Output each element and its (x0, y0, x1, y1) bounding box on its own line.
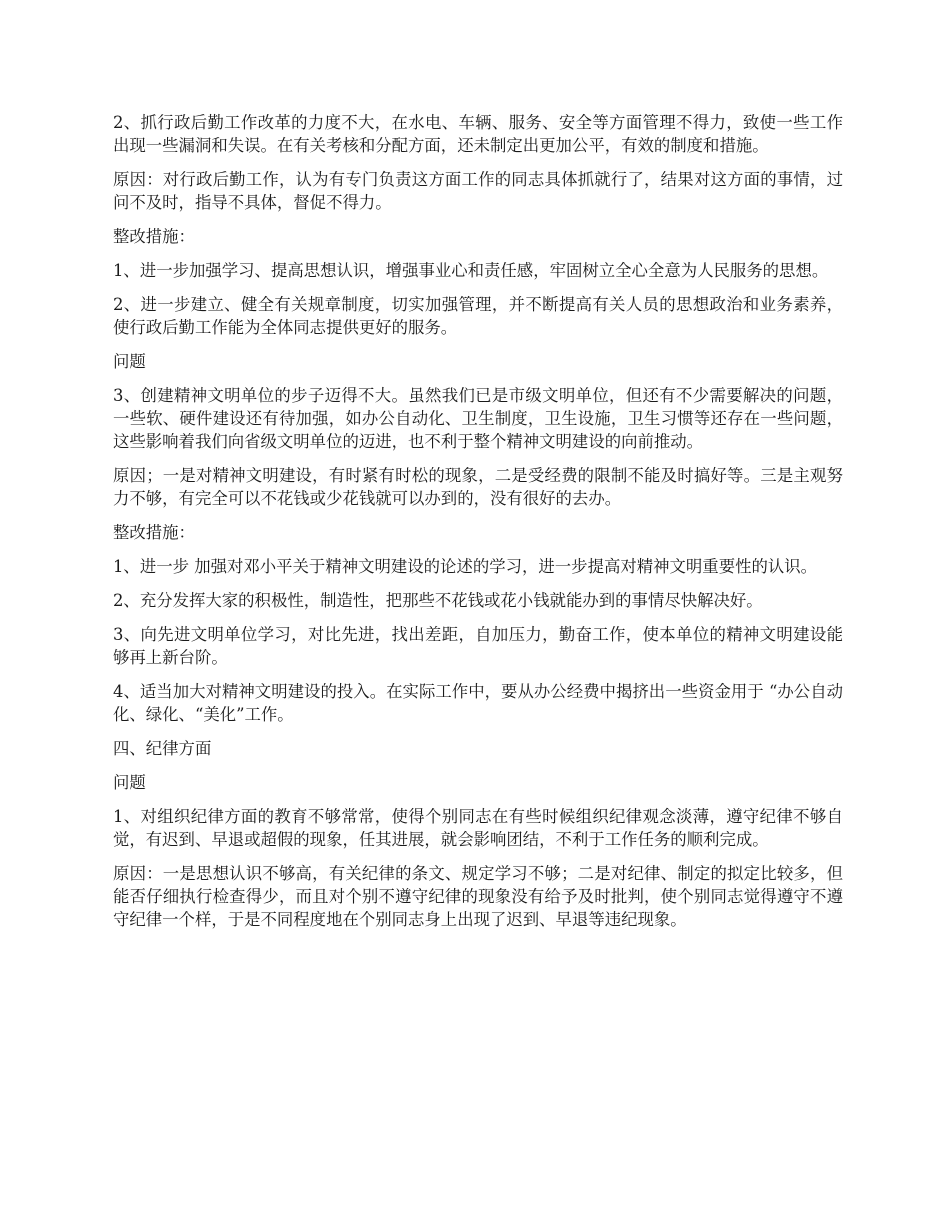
heading-measures: 整改措施： (113, 523, 195, 542)
section-heading-discipline: 四、纪律方面 (113, 739, 212, 758)
paragraph-measure-3: 3、向先进文明单位学习，对比先进，找出差距，自加压力，勤奋工作，使本单位的精神文明建设能够再上新台阶。 (113, 625, 843, 667)
heading-problem: 问题 (113, 773, 146, 792)
paragraph-problem-2: 2、抓行政后勤工作改革的力度不大，在水电、车辆、服务、安全等方面管理不得力，致使一些工作出现一些漏洞和失误。在有关考核和分配方面，还未制定出更加公平，有效的制度和措施。 (113, 113, 843, 155)
paragraph-cause-3: 原因；一是对精神文明建设，有时紧有时松的现象，二是受经费的限制不能及时搞好等。三是主观努力不够，有完全可以不花钱或少花钱就可以办到的，没有很好的去办。 (113, 466, 843, 508)
paragraph-measure-4: 4、适当加大对精神文明建设的投入。在实际工作中，要从办公经费中揭挤出一些资金用于 “办公自动化、绿化、“美化”工作。 (113, 682, 843, 724)
paragraph-problem-3: 3、创建精神文明单位的步子迈得不大。虽然我们已是市级文明单位，但还有不少需要解决的问题，一些软、硬件建设还有待加强，如办公自动化、卫生制度，卫生设施，卫生习惯等还存在一些问题，这些影响着我们向省级文明单位的迈进，也不利于整个精神文明建设的向前推动。 (113, 386, 843, 451)
heading-problem: 问题 (113, 352, 146, 371)
paragraph-measure-2: 2、进一步建立、健全有关规章制度，切实加强管理，并不断提高有关人员的思想政治和业务素养，使行政后勤工作能为全体同志提供更好的服务。 (113, 295, 843, 337)
heading-measures: 整改措施： (113, 227, 195, 246)
paragraph-discipline-cause: 原因：一是思想认识不够高，有关纪律的条文、规定学习不够；二是对纪律、制定的拟定比较多，但能否仔细执行检查得少，而且对个别不遵守纪律的现象没有给予及时批判，使个别同志觉得遵守不遵守纪律一个样，于是不同程度地在个别同志身上出现了迟到、早退等违纪现象。 (113, 864, 843, 929)
document-body (113, 111, 843, 942)
paragraph-measure-1: 1、进一步 加强对邓小平关于精神文明建设的论述的学习，进一步提高对精神文明重要性的认识。 (113, 557, 818, 576)
paragraph-cause-2: 原因：对行政后勤工作，认为有专门负责这方面工作的同志具体抓就行了，结果对这方面的事情，过问不及时，指导不具体，督促不得力。 (113, 170, 843, 212)
paragraph-measure-1: 1、进一步加强学习、提高思想认识，增强事业心和责任感，牢固树立全心全意为人民服务的思想。 (113, 261, 829, 280)
paragraph-discipline-problem-1: 1、对组织纪律方面的教育不够常常，使得个别同志在有些时候组织纪律观念淡薄，遵守纪律不够自觉，有迟到、早退或超假的现象，任其进展，就会影响团结，不利于工作任务的顺利完成。 (113, 807, 843, 849)
paragraph-measure-2: 2、充分发挥大家的积极性，制造性，把那些不花钱或花小钱就能办到的事情尽快解决好。 (113, 591, 763, 610)
